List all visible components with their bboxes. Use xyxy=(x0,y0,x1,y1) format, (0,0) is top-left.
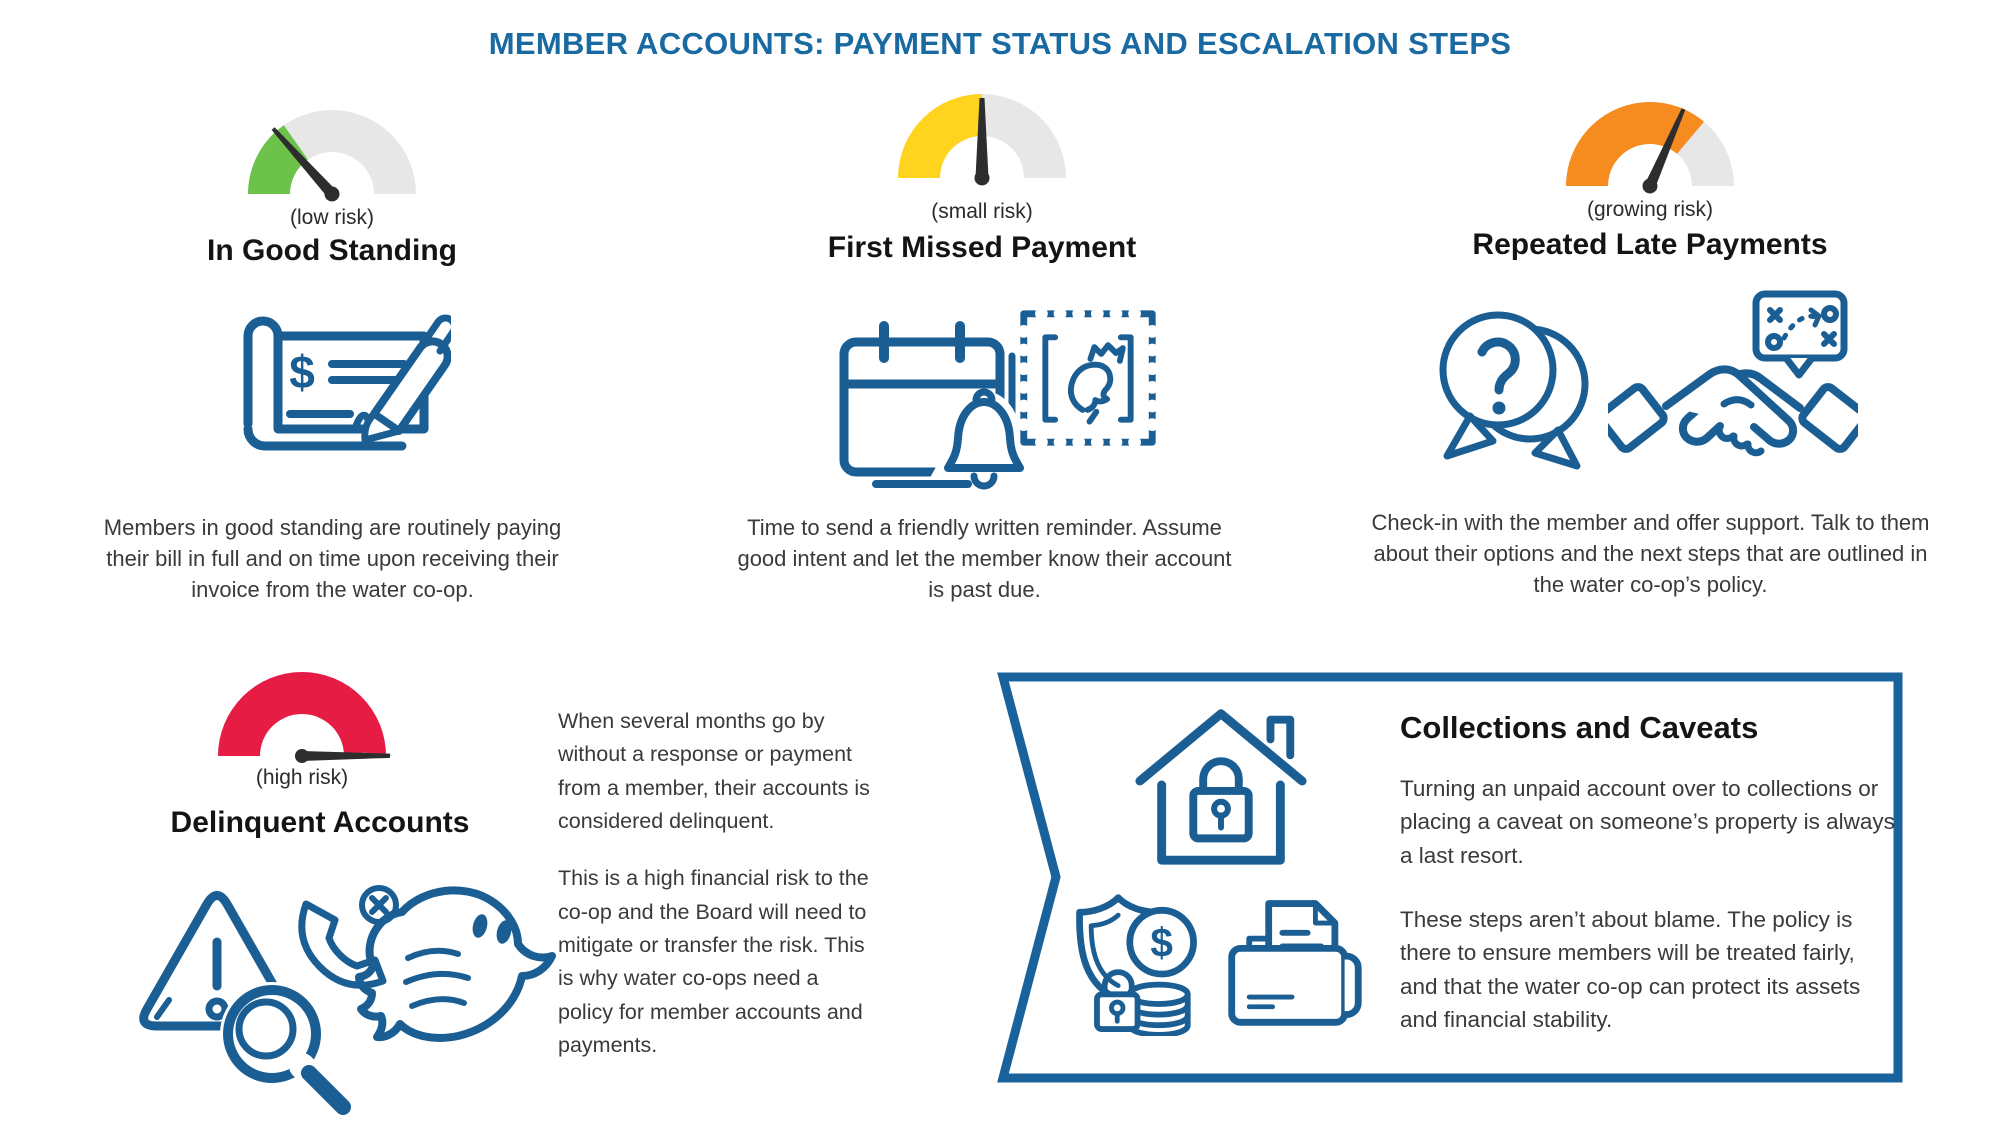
stage-heading: Delinquent Accounts xyxy=(170,806,470,839)
page-title: MEMBER ACCOUNTS: PAYMENT STATUS AND ESCALATION STEPS xyxy=(488,26,1512,61)
magnifier-icon xyxy=(220,982,350,1114)
risk-gauge-growing-icon xyxy=(1560,96,1740,196)
stage-heading: In Good Standing xyxy=(207,234,457,267)
collections-heading: Collections and Caveats xyxy=(1400,710,1759,745)
signed-check-icon xyxy=(216,274,451,466)
dollar-glyph: $ xyxy=(1150,919,1173,966)
house-lock-icon xyxy=(1122,690,1320,873)
delinquent-description xyxy=(558,705,878,1086)
stage-description: Check-in with the member and offer support. Talk to them about their options and the next steps that are outlined in the water co-op’s policy. xyxy=(1371,510,1930,598)
missed-call-icon xyxy=(302,888,396,985)
risk-label: (small risk) xyxy=(931,200,1033,223)
collections-paragraph-2: These steps aren’t about blame. The policy is there to ensure members will be treated fairly, and that the water co-op can protect its assets and financial stability. xyxy=(1400,907,1861,1032)
risk-label: (low risk) xyxy=(290,206,374,229)
risk-gauge-low-icon xyxy=(242,104,422,204)
delinquent-icons xyxy=(112,872,564,1124)
risk-gauge-high-icon xyxy=(212,666,392,766)
stage-heading: Repeated Late Payments xyxy=(1472,228,1828,261)
folder-documents-icon xyxy=(1220,888,1368,1034)
stage-description: Members in good standing are routinely paying their bill in full and on time upon receiving their invoice from the water co-op. xyxy=(103,515,562,603)
risk-gauge-small-icon xyxy=(892,88,1072,188)
postage-stamp-icon xyxy=(1012,302,1164,454)
calendar-reminder-bell-icon xyxy=(820,298,1035,493)
dollar-glyph: $ xyxy=(289,346,315,398)
handshake-strategy-icon xyxy=(1608,288,1858,486)
risk-label: (high risk) xyxy=(255,766,349,789)
delinquent-paragraph-1: When several months go by without a response or payment from a member, their accounts is considered delinquent. xyxy=(558,709,870,833)
delinquent-paragraph-2: This is a high financial risk to the co-op and the Board will need to mitigate or transfer the risk. This is why water co-ops need a policy for member accounts and payments. xyxy=(558,866,869,1057)
risk-label: (growing risk) xyxy=(1586,198,1714,221)
stage-heading: First Missed Payment xyxy=(827,231,1137,264)
stamp-perforations xyxy=(1017,307,1158,448)
collections-paragraph-1: Turning an unpaid account over to collections or placing a caveat on someone’s property is always a last resort. xyxy=(1400,776,1895,868)
stage-description: Time to send a friendly written reminder. Assume good intent and let the member know their account is past due. xyxy=(737,515,1232,603)
question-speech-bubbles-icon xyxy=(1430,292,1595,482)
shield-money-lock-icon xyxy=(1068,886,1208,1036)
ghost-icon xyxy=(359,890,552,1038)
